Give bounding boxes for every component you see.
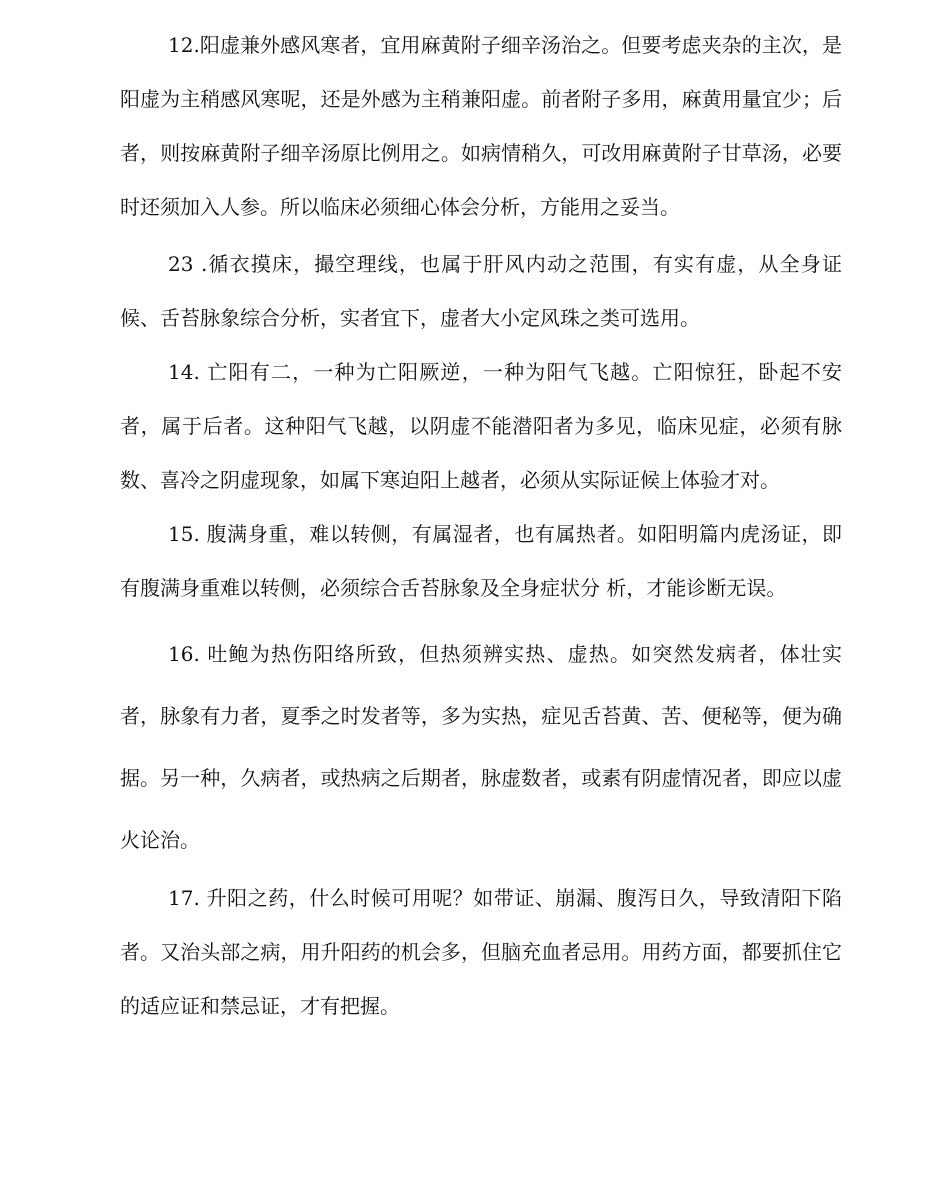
document-page bbox=[120, 18, 842, 1033]
paragraph-14: 14. 亡阳有二，一种为亡阳厥逆，一种为阳气飞越。亡阳惊狂，卧起不安者，属于后者。这种阳气飞越，以阴虚不能潜阳者为多见，临床见症，必须有脉数、喜冷之阴虚现象，如属下寒迫阳上越者，必须从实际证候上体验才对。 bbox=[120, 360, 842, 492]
paragraph-12: 12.阳虚兼外感风寒者，宜用麻黄附子细辛汤治之。但要考虑夹杂的主次，是阳虚为主稍感风寒呢，还是外感为主稍兼阳虚。前者附子多用，麻黄用量宜少；后者，则按麻黄附子细辛汤原比例用之。如病情稍久，可改用麻黄附子甘草汤，必要时还须加入人参。所以临床必须细心体会分析，方能用之妥当。 bbox=[120, 33, 842, 219]
paragraph-23: 23 .循衣摸床，撮空理线，也属于肝风内动之范围，有实有虚，从全身证候、舌苔脉象综合分析，实者宜下，虚者大小定风珠之类可选用。 bbox=[120, 252, 842, 330]
paragraph-17: 17. 升阳之药，什么时候可用呢？如带证、崩漏、腹泻日久，导致清阳下陷者。又治头部之病，用升阳药的机会多，但脑充血者忌用。用药方面，都要抓住它的适应证和禁忌证，才有把握。 bbox=[120, 886, 842, 1018]
paragraph-gap bbox=[120, 615, 842, 623]
paragraph-16: 16. 吐鲍为热伤阳络所致，但热须辨实热、虚热。如突然发病者，体壮实者，脉象有力者，夏季之时发者等，多为实热，症见舌苔黄、苦、便秘等，便为确据。另一种，久病者，或热病之后期者，脉虚数者，或素有阴虚情况者，即应以虚火论治。 bbox=[120, 642, 842, 852]
paragraph-15: 15. 腹满身重，难以转侧，有属湿者，也有属热者。如阳明篇内虎汤证，即有腹满身重难以转侧，必须综合舌苔脉象及全身症状分 析，才能诊断无误。 bbox=[120, 522, 842, 600]
